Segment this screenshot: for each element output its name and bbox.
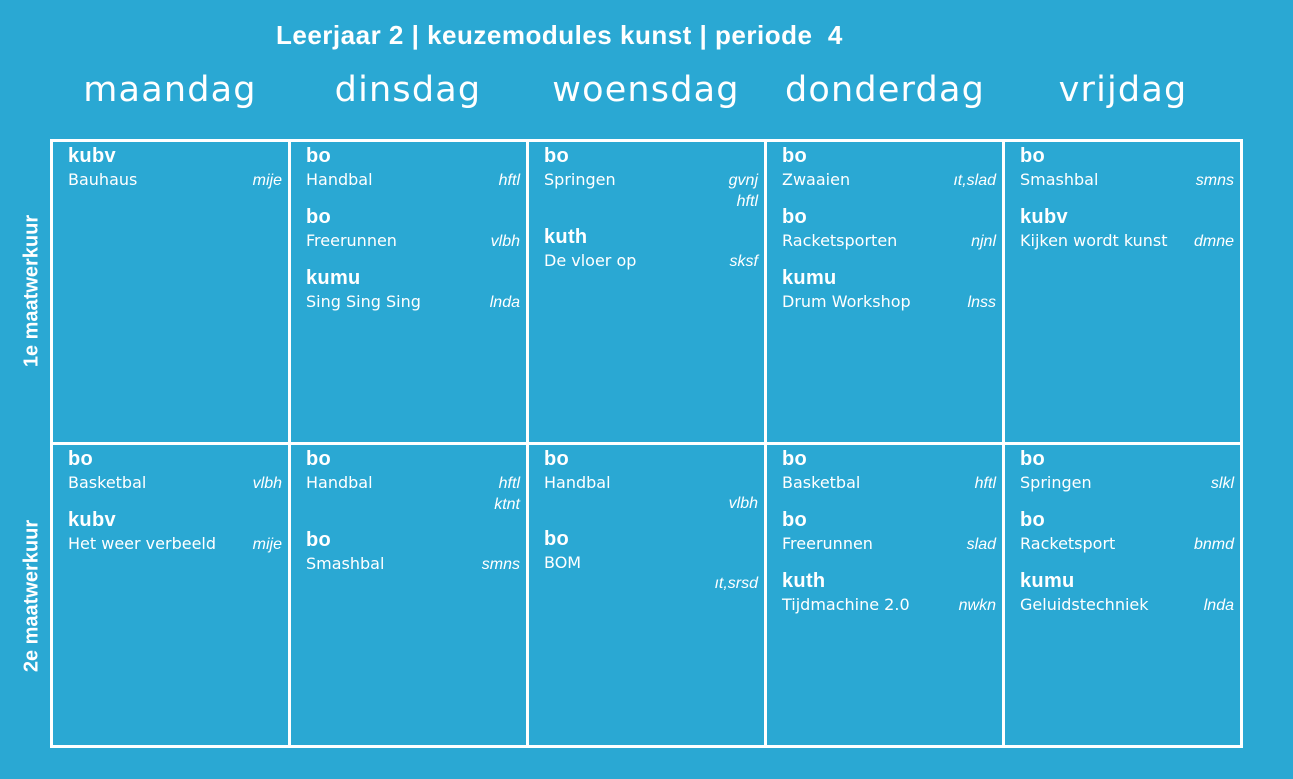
- module-entry: [1020, 569, 1234, 618]
- module-line: [1020, 471, 1234, 496]
- subject-code: bo: [782, 145, 808, 167]
- module-line: [544, 249, 758, 274]
- subject-code: bo: [782, 448, 808, 470]
- schedule-cell-woensdag-1: [529, 142, 767, 445]
- module-entry: [544, 527, 758, 595]
- module-line: [544, 551, 758, 575]
- module-name: Springen: [1020, 473, 1092, 492]
- module-name: Freerunnen: [782, 534, 873, 553]
- teacher-code: gvnj: [728, 172, 758, 189]
- schedule-cell-dinsdag-1: [291, 142, 529, 445]
- subject-code: bo: [1020, 448, 1046, 470]
- schedule-cell-dinsdag-2: [291, 445, 529, 748]
- subject-code: bo: [782, 509, 808, 531]
- module-entry: [782, 266, 996, 315]
- module-name: Smashbal: [306, 554, 385, 573]
- schedule-title: Leerjaar 2 | keuzemodules kunst | periode 4: [276, 20, 843, 50]
- row-label-2e-maatwerkuur: 2e maatwerkuur: [20, 519, 43, 673]
- module-entry: [544, 447, 758, 515]
- subject-code: bo: [544, 145, 570, 167]
- schedule-cell-donderdag-1: [767, 142, 1005, 445]
- module-entry: [68, 508, 282, 557]
- module-line: [68, 471, 282, 496]
- module-entry: [306, 205, 520, 254]
- module-line: [68, 168, 282, 193]
- teacher-code: slad: [966, 536, 996, 553]
- module-entry: [782, 205, 996, 254]
- module-entry: [1020, 205, 1234, 254]
- schedule-cell-maandag-2: [53, 445, 291, 748]
- module-line: [1020, 593, 1234, 618]
- module-name: Bauhaus: [68, 170, 138, 189]
- module-name: Kijken wordt kunst: [1020, 231, 1168, 250]
- module-line: [306, 229, 520, 254]
- teacher-code: hftl: [974, 475, 996, 492]
- module-name: Freerunnen: [306, 231, 397, 250]
- schedule-cell-vrijdag-2: [1005, 445, 1243, 748]
- teacher-code: bnmd: [1193, 536, 1234, 553]
- module-name: Racketsport: [1020, 534, 1116, 553]
- subject-code: kumu: [782, 267, 837, 289]
- subject-code: kumu: [306, 267, 361, 289]
- subject-code: kubv: [68, 145, 116, 167]
- module-entry: [306, 266, 520, 315]
- module-name: Racketsporten: [782, 231, 898, 250]
- module-entry: [544, 225, 758, 274]
- module-line: [544, 471, 758, 495]
- teacher-code: hftl: [498, 475, 520, 492]
- module-line: [306, 471, 520, 496]
- module-name: Smashbal: [1020, 170, 1099, 189]
- day-header-row: [51, 70, 1243, 120]
- module-name: Springen: [544, 170, 616, 189]
- module-entry: [1020, 447, 1234, 496]
- row-label-1e-maatwerkuur: 1e maatwerkuur: [20, 214, 43, 368]
- module-name: Geluidstechniek: [1020, 595, 1149, 614]
- teacher-code: njnl: [971, 233, 996, 250]
- teacher-code: smns: [481, 556, 520, 573]
- teacher-code: mije: [252, 536, 282, 553]
- teacher-code: sksf: [729, 253, 758, 270]
- teacher-code: hftl: [498, 172, 520, 189]
- schedule-cell-vrijdag-1: [1005, 142, 1243, 445]
- module-line: [1020, 168, 1234, 193]
- schedule-cell-maandag-1: [53, 142, 291, 445]
- schedule-cell-donderdag-2: [767, 445, 1005, 748]
- subject-code: bo: [306, 529, 332, 551]
- module-name: Tijdmachine 2.0: [782, 595, 910, 614]
- subject-code: bo: [306, 206, 332, 228]
- teacher-code: lnda: [489, 294, 520, 311]
- day-header-woensdag: woensdag: [552, 70, 740, 110]
- module-line: [306, 168, 520, 193]
- module-name: Handbal: [544, 473, 611, 492]
- module-entry: [544, 144, 758, 213]
- schedule-cell-woensdag-2: [529, 445, 767, 748]
- module-line: [306, 552, 520, 577]
- module-name: Zwaaien: [782, 170, 851, 189]
- teacher-code-secondary: ktnt: [494, 496, 520, 513]
- module-entry: [306, 144, 520, 193]
- teacher-code: lnda: [1203, 597, 1234, 614]
- module-line: [68, 532, 282, 557]
- module-entry: [1020, 508, 1234, 557]
- module-name: Drum Workshop: [782, 292, 911, 311]
- subject-code: bo: [1020, 509, 1046, 531]
- module-line: [782, 168, 996, 193]
- teacher-code: nwkn: [958, 597, 996, 614]
- module-name: De vloer op: [544, 251, 637, 270]
- module-name: Basketbal: [68, 473, 147, 492]
- teacher-code: smns: [1195, 172, 1234, 189]
- teacher-code-secondary: vlbh: [728, 495, 758, 512]
- module-name: Handbal: [306, 170, 373, 189]
- day-header-vrijdag: vrijdag: [1058, 70, 1188, 110]
- module-entry: [782, 447, 996, 496]
- teacher-code: vlbh: [490, 233, 520, 250]
- module-line: [782, 593, 996, 618]
- module-entry: [68, 447, 282, 496]
- module-name: Basketbal: [782, 473, 861, 492]
- teacher-code: vlbh: [252, 475, 282, 492]
- subject-code: bo: [782, 206, 808, 228]
- module-name: Het weer verbeeld: [68, 534, 217, 553]
- module-name: Handbal: [306, 473, 373, 492]
- module-line: [782, 290, 996, 315]
- module-line: [782, 532, 996, 557]
- subject-code: kubv: [1020, 206, 1068, 228]
- module-line: [306, 290, 520, 315]
- module-entry: [306, 447, 520, 516]
- module-entry: [782, 569, 996, 618]
- module-entry: [782, 144, 996, 193]
- subject-code: bo: [544, 528, 570, 550]
- teacher-code-secondary: hftl: [736, 193, 758, 210]
- module-line: [1020, 229, 1234, 254]
- module-name: BOM: [544, 553, 582, 572]
- subject-code: bo: [306, 448, 332, 470]
- module-line: [1020, 532, 1234, 557]
- teacher-code: ıt,slad: [953, 172, 996, 189]
- subject-code: kuth: [544, 226, 588, 248]
- module-line: [544, 168, 758, 193]
- day-header-dinsdag: dinsdag: [334, 70, 482, 110]
- module-line: [782, 229, 996, 254]
- subject-code: bo: [306, 145, 332, 167]
- subject-code: bo: [1020, 145, 1046, 167]
- day-header-donderdag: donderdag: [784, 70, 986, 110]
- day-header-maandag: maandag: [83, 70, 257, 110]
- module-entry: [306, 528, 520, 577]
- module-name: Sing Sing Sing: [306, 292, 421, 311]
- module-entry: [1020, 144, 1234, 193]
- teacher-code: lnss: [967, 294, 996, 311]
- subject-code: bo: [544, 448, 570, 470]
- teacher-code: mije: [252, 172, 282, 189]
- module-entry: [782, 508, 996, 557]
- subject-code: kuth: [782, 570, 826, 592]
- teacher-code: dmne: [1193, 233, 1234, 250]
- subject-code: kubv: [68, 509, 116, 531]
- module-line: [782, 471, 996, 496]
- schedule-grid: [50, 139, 1243, 748]
- teacher-code-secondary: ıt,srsd: [714, 575, 758, 592]
- module-entry: [68, 144, 282, 193]
- subject-code: kumu: [1020, 570, 1075, 592]
- teacher-code: slkl: [1210, 475, 1234, 492]
- subject-code: bo: [68, 448, 94, 470]
